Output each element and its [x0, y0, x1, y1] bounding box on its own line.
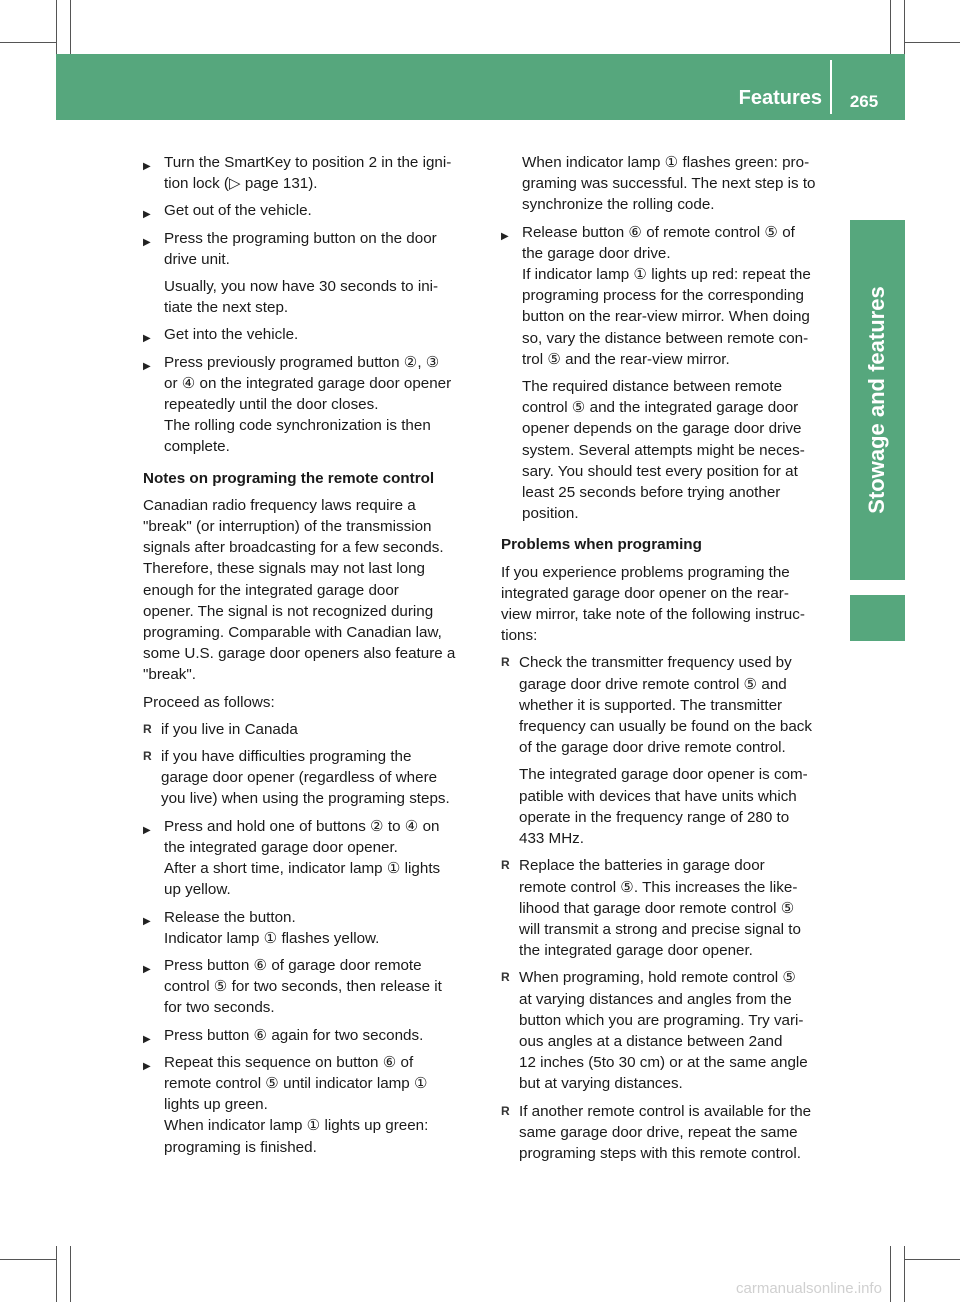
text-line: ▶ Release the button.: [164, 908, 296, 926]
crop-mark: [0, 1259, 56, 1260]
text-line: for two seconds.: [164, 999, 275, 1017]
text-line: "break" (or interruption) of the transmission: [143, 518, 432, 536]
text-line: The integrated garage door opener is com-: [519, 766, 808, 784]
text-line: R Replace the batteries in garage door: [519, 857, 765, 875]
text-line: Indicator lamp ① flashes yellow.: [164, 929, 380, 947]
text-line: ▶ Press previously programed button ②, ③: [164, 353, 440, 371]
text-line: lihood that garage door remote control ⑤: [519, 899, 795, 917]
text-line: Therefore, these signals may not last long: [143, 560, 425, 578]
text-line: sary. You should test every position for at: [522, 462, 798, 480]
text-line: lights up green.: [164, 1096, 268, 1114]
instruction-step: [143, 324, 479, 345]
crop-mark: [904, 1259, 960, 1260]
crop-mark: [890, 0, 891, 56]
instruction-step: [143, 907, 479, 949]
watermark: carmanualsonline.info: [736, 1280, 882, 1297]
text-line: remote control ⑤ until indicator lamp ①: [164, 1074, 428, 1092]
text-line: complete.: [164, 438, 230, 456]
text-line: the integrated garage door opener.: [164, 838, 398, 856]
text-line: ▶ Press the programing button on the door: [164, 229, 437, 247]
instruction-step: [143, 352, 479, 458]
left-column: [143, 152, 479, 1164]
text-line: button which you are programing. Try vari-: [519, 1011, 804, 1029]
text-line: garage door drive remote control ⑤ and: [519, 675, 787, 693]
crop-mark: [904, 1246, 905, 1302]
text-line: After a short time, indicator lamp ① lights: [164, 860, 441, 878]
bullet-item: [143, 719, 479, 740]
step-note: [501, 376, 837, 524]
text-line: but at varying distances.: [519, 1075, 683, 1093]
bullet-item: [501, 1101, 837, 1165]
text-line: ▶ Press button ⑥ of garage door remote: [164, 956, 422, 974]
instruction-step: [143, 955, 479, 1019]
text-line: R Check the transmitter frequency used by: [519, 654, 792, 672]
bullet-item: [143, 746, 479, 810]
text-line: opener depends on the garage door drive: [522, 420, 802, 438]
text-line: Usually, you now have 30 seconds to ini-: [164, 278, 439, 296]
text-line: R if you live in Canada: [161, 720, 298, 738]
text-line: control ⑤ for two seconds, then release it: [164, 978, 442, 996]
text-line: ▶ Get into the vehicle.: [164, 326, 299, 344]
text-line: you live) when using the programing steps.: [161, 790, 450, 808]
text-line: ▶ Release button ⑥ of remote control ⑤ of: [522, 223, 795, 241]
text-line: ▶ Press and hold one of buttons ② to ④ on: [164, 817, 440, 835]
crop-mark: [904, 42, 960, 43]
text-line: same garage door drive, repeat the same: [519, 1123, 798, 1141]
page-number: 265: [849, 92, 879, 111]
crop-mark: [890, 1246, 891, 1302]
text-line: Notes on programing the remote control: [143, 469, 435, 487]
text-line: ▶ Get out of the vehicle.: [164, 202, 312, 220]
text-line: R When programing, hold remote control ⑤: [519, 969, 796, 987]
bullet-item: [501, 967, 837, 1094]
text-line: 433 MHz.: [519, 830, 584, 848]
text-line: Canadian radio frequency laws require a: [143, 496, 416, 514]
text-line: If indicator lamp ① lights up red: repeat the: [522, 266, 811, 284]
text-line: R If another remote control is available for the: [519, 1102, 812, 1120]
chapter-tab-label: Stowage and features: [864, 286, 889, 514]
text-line: enough for the integrated garage door: [143, 581, 399, 599]
text-line: control ⑤ and the integrated garage door: [522, 399, 799, 417]
section-title: Features: [738, 87, 822, 109]
text-line: so, vary the distance between remote con-: [522, 329, 809, 347]
text-line: trol ⑤ and the rear-view mirror.: [522, 350, 730, 368]
bullet-item: [501, 855, 837, 961]
text-line: up yellow.: [164, 881, 231, 899]
paragraph: [143, 495, 479, 686]
text-line: or ④ on the integrated garage door opener: [164, 374, 452, 392]
instruction-step: [501, 222, 837, 370]
text-line: If you experience problems programing the: [501, 563, 790, 581]
instruction-step: [143, 1025, 479, 1046]
section-heading: [143, 468, 479, 489]
bullet-note: [501, 764, 837, 849]
text-line: programing is finished.: [164, 1138, 317, 1156]
text-line: drive unit.: [164, 250, 230, 268]
instruction-step: [143, 1052, 479, 1158]
text-line: tion lock (▷ page 131).: [164, 175, 318, 193]
text-line: integrated garage door opener on the rear-: [501, 584, 789, 602]
text-line: ous angles at a distance between 2and: [519, 1032, 783, 1050]
text-line: When indicator lamp ① lights up green:: [164, 1117, 429, 1135]
text-line: "break".: [143, 666, 196, 684]
text-line: operate in the frequency range of 280 to: [519, 808, 790, 826]
text-line: at varying distances and angles from the: [519, 990, 792, 1008]
text-line: repeatedly until the door closes.: [164, 396, 379, 414]
paragraph: [143, 692, 479, 713]
step-note: [143, 276, 479, 318]
text-line: tiate the next step.: [164, 299, 289, 317]
instruction-step: [143, 816, 479, 901]
text-line: frequency can usually be found on the back: [519, 718, 812, 736]
instruction-step: [143, 228, 479, 270]
text-line: The rolling code synchronization is then: [164, 417, 431, 435]
text-line: programing process for the corresponding: [522, 287, 804, 305]
text-line: programing steps with this remote control.: [519, 1144, 801, 1162]
header-divider: [830, 60, 832, 114]
text-line: some U.S. garage door openers also feature a: [143, 645, 456, 663]
text-line: will transmit a strong and precise signal to: [519, 920, 801, 938]
text-line: programing. Comparable with Canadian law,: [143, 624, 442, 642]
text-line: opener. The signal is not recognized during: [143, 602, 434, 620]
text-line: the integrated garage door opener.: [519, 942, 753, 960]
text-line: tions:: [501, 627, 538, 645]
crop-mark: [56, 0, 57, 56]
text-line: patible with devices that have units which: [519, 787, 797, 805]
text-line: synchronize the rolling code.: [522, 196, 715, 214]
chapter-marker: [850, 595, 905, 641]
text-line: 12 inches (5to 30 cm) or at the same angle: [519, 1054, 808, 1072]
text-line: position.: [522, 505, 579, 523]
text-line: least 25 seconds before trying another: [522, 484, 781, 502]
text-line: remote control ⑤. This increases the like-: [519, 878, 798, 896]
text-line: Proceed as follows:: [143, 693, 275, 711]
section-heading: [501, 534, 837, 555]
text-line: ▶ Turn the SmartKey to position 2 in the igni-: [164, 154, 452, 171]
text-line: The required distance between remote: [522, 378, 783, 396]
text-line: ▶ Press button ⑥ again for two seconds.: [164, 1026, 424, 1044]
text-line: the garage door drive.: [522, 244, 671, 262]
text-line: R if you have difficulties programing the: [161, 748, 412, 766]
text-line: Problems when programing: [501, 536, 702, 554]
crop-mark: [70, 1246, 71, 1302]
text-line: graming was successful. The next step is to: [522, 175, 816, 193]
bullet-item: [501, 652, 837, 758]
step-note: [501, 152, 837, 216]
instruction-step: [143, 152, 479, 194]
text-line: ▶ Repeat this sequence on button ⑥ of: [164, 1053, 414, 1071]
text-line: view mirror, take note of the following instruc-: [501, 606, 805, 624]
crop-mark: [0, 42, 56, 43]
text-line: whether it is supported. The transmitter: [519, 696, 783, 714]
instruction-step: [143, 200, 479, 221]
crop-mark: [56, 1246, 57, 1302]
crop-mark: [904, 0, 905, 56]
right-column: [501, 152, 837, 1170]
text-line: garage door opener (regardless of where: [161, 769, 438, 787]
text-line: signals after broadcasting for a few seconds.: [143, 539, 444, 557]
text-line: button on the rear-view mirror. When doing: [522, 308, 810, 326]
crop-mark: [70, 0, 71, 56]
paragraph: [501, 562, 837, 647]
text-line: of the garage door drive remote control.: [519, 739, 786, 757]
text-line: When indicator lamp ① flashes green: pro-: [522, 154, 810, 171]
text-line: system. Several attempts might be neces-: [522, 441, 805, 459]
